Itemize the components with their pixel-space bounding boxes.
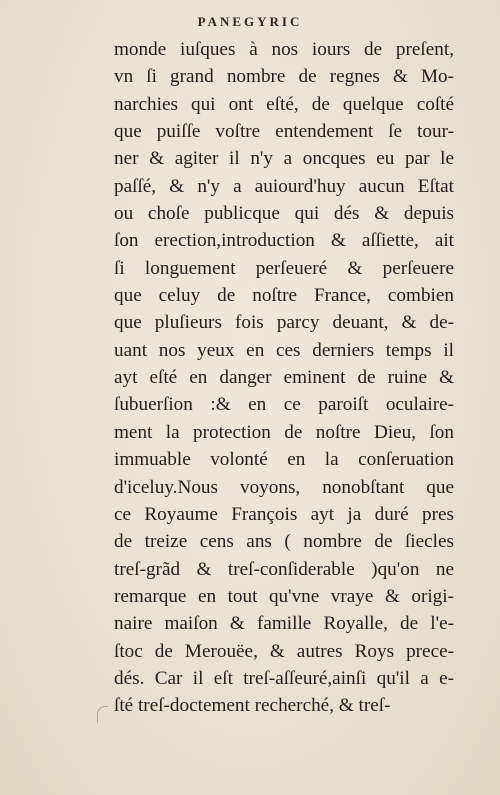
running-head: PANEGYRIC [197, 14, 303, 29]
text-line: ner & agiter il n'y a oncques eu par le [114, 148, 454, 170]
text-line: vn ſi grand nombre de regnes & Mo- [114, 66, 454, 88]
text-line: immuable volonté en la conſeruation [114, 449, 454, 471]
text-line: ou choſe publicque qui dés & depuis [114, 203, 454, 225]
body-text [114, 36, 454, 720]
text-line: ayt eſté en danger eminent de ruine & [114, 367, 454, 389]
text-line: que puiſſe voſtre entendement ſe tour- [114, 121, 454, 143]
text-line: monde iuſques à nos iours de preſent, [114, 39, 454, 60]
text-line: naire maiſon & famille Royalle, de l'e- [114, 613, 454, 635]
text-line: paſſé, & n'y a auiourd'huy aucun Eſtat [114, 175, 454, 197]
text-line: ce Royaume François ayt ja duré pres [114, 503, 454, 525]
text-line: que celuy de noſtre France, combien [114, 285, 454, 307]
text-line: dés. Car il eſt treſ-aſſeuré,ainſi qu'il a e- [114, 667, 454, 689]
text-line: ſon erection,introduction & aſſiette, ait [114, 230, 454, 252]
text-line: ſté treſ-doctement recherché, & treſ- [114, 695, 391, 717]
text-line: uant nos yeux en ces derniers temps il [114, 339, 454, 361]
text-line: remarque en tout qu'vne vraye & origi- [114, 585, 454, 607]
text-line: ſi longuement perſeueré & perſeuere [114, 257, 454, 279]
text-line: ment la protection de noſtre Dieu, ſon [114, 421, 454, 443]
text-line: treſ-grãd & treſ-conſiderable )qu'on ne [114, 558, 454, 580]
text-line: ſubuerſion :& en ce paroiſt oculaire- [114, 394, 454, 416]
text-line: ſtoc de Merouëe, & autres Roys prece- [114, 640, 454, 662]
bleed-through-text [4, 150, 94, 252]
margin-pen-mark [97, 706, 108, 723]
text-line: d'iceluy.Nous voyons, nonobſtant que [114, 476, 454, 498]
text-line: narchies qui ont eſté, de quelque coſté [114, 93, 454, 115]
text-line: de treize cens ans ( nombre de ſiecles [114, 531, 454, 553]
text-line: que pluſieurs fois parcy deuant, & de- [114, 312, 454, 334]
